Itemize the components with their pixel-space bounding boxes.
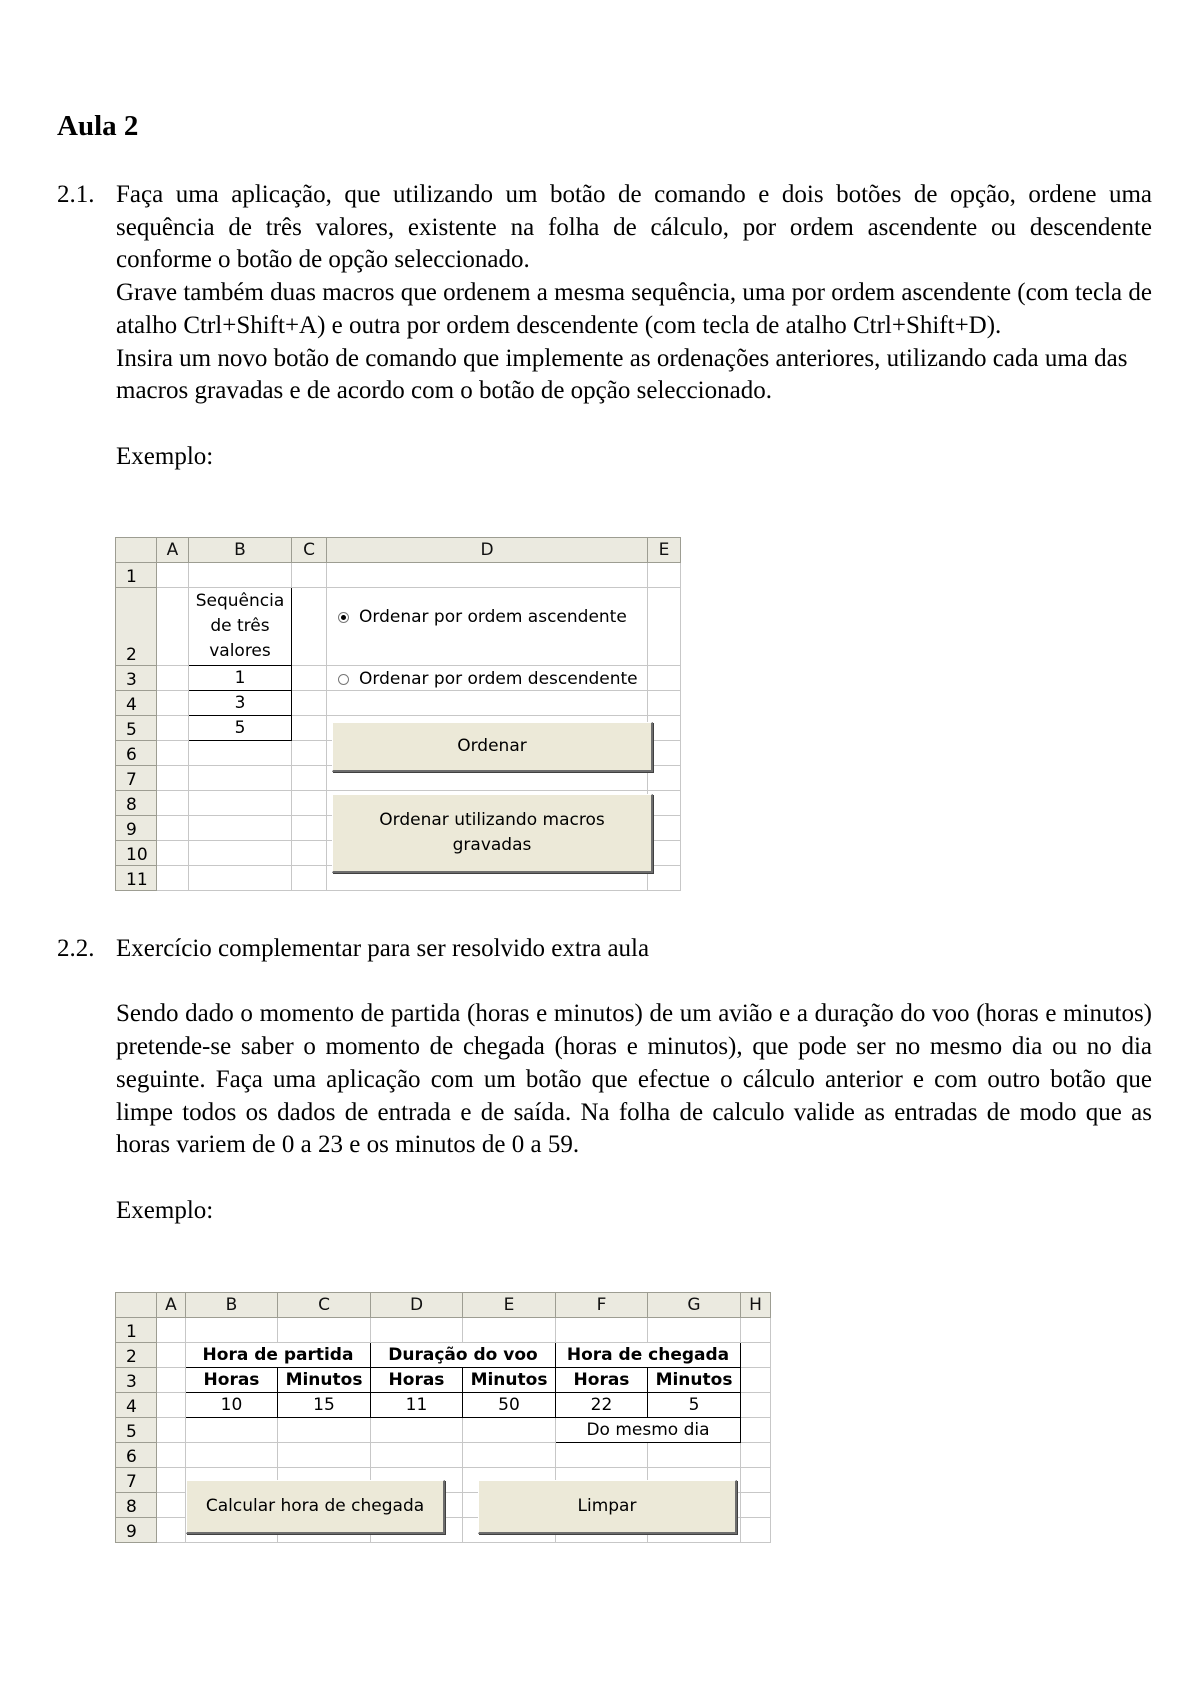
- cell[interactable]: [648, 1443, 741, 1468]
- row-header-4[interactable]: 4: [116, 691, 157, 716]
- sequence-value-cell[interactable]: 1: [189, 666, 292, 691]
- sequence-value-cell[interactable]: 3: [189, 691, 292, 716]
- cell[interactable]: [157, 1493, 186, 1518]
- row-header-7[interactable]: 7: [116, 1468, 157, 1493]
- column-header-h[interactable]: H: [741, 1293, 771, 1318]
- cell[interactable]: [741, 1518, 771, 1543]
- row-header-3[interactable]: 3: [116, 1368, 157, 1393]
- row-header-6[interactable]: 6: [116, 1443, 157, 1468]
- arrival-group-header[interactable]: Hora de chegada: [556, 1343, 741, 1368]
- cell[interactable]: [157, 841, 189, 866]
- cell[interactable]: [157, 741, 189, 766]
- cell[interactable]: [741, 1343, 771, 1368]
- sort-button[interactable]: Ordenar: [332, 722, 653, 772]
- corner-cell[interactable]: [116, 1293, 157, 1318]
- duration-group-header[interactable]: Duração do voo: [371, 1343, 556, 1368]
- cell[interactable]: [292, 791, 327, 816]
- cell[interactable]: [741, 1318, 771, 1343]
- duration-minutes-header[interactable]: Minutos: [463, 1368, 556, 1393]
- cell[interactable]: [648, 563, 681, 588]
- radio-ascending-label: Ordenar por ordem ascendente: [359, 607, 627, 627]
- column-header-e[interactable]: E: [648, 538, 681, 563]
- sequence-value-cell[interactable]: 5: [189, 716, 292, 741]
- cell[interactable]: [292, 691, 327, 716]
- cell[interactable]: [189, 841, 292, 866]
- row-header-3[interactable]: 3: [116, 666, 157, 691]
- cell[interactable]: [157, 588, 189, 666]
- cell[interactable]: [292, 741, 327, 766]
- cell[interactable]: [741, 1368, 771, 1393]
- cell[interactable]: [189, 563, 292, 588]
- cell[interactable]: [741, 1393, 771, 1418]
- cell[interactable]: [648, 1318, 741, 1343]
- cell[interactable]: [157, 1343, 186, 1368]
- row-header-1[interactable]: 1: [116, 1318, 157, 1343]
- arrival-hours-value[interactable]: 22: [556, 1393, 648, 1418]
- cell[interactable]: [157, 766, 189, 791]
- exercise-2-2-text: [116, 933, 1152, 1227]
- column-header-c[interactable]: C: [292, 538, 327, 563]
- cell[interactable]: [371, 1318, 463, 1343]
- cell[interactable]: [157, 1518, 186, 1543]
- cell[interactable]: [189, 866, 292, 891]
- row-header-9[interactable]: 9: [116, 816, 157, 841]
- exercise-2-2-paragraph: Sendo dado o momento de partida (horas e minutos) de um avião e a duração do voo (horas e minutos) pretende-se saber o momento de chegada (horas e minutos), que pode ser no mesmo dia ou no dia seguinte. Faça uma aplicação com um botão que efectue o cálculo anterior e com outro botão que limpe todos os dados de entrada e de saída. Na folha de calculo valide as entradas de modo que as horas variem de 0 a 23 e os minutos de 0 a 59.: [116, 1000, 1152, 1159]
- radio-descending-label: Ordenar por ordem descendente: [359, 669, 638, 689]
- column-header-d[interactable]: D: [371, 1293, 463, 1318]
- column-header-g[interactable]: G: [648, 1293, 741, 1318]
- cell[interactable]: [371, 1443, 463, 1468]
- page-title: Aula 2: [57, 110, 139, 142]
- cell[interactable]: [157, 1368, 186, 1393]
- cell[interactable]: [278, 1418, 371, 1443]
- cell[interactable]: [292, 716, 327, 741]
- cell[interactable]: [292, 588, 327, 666]
- cell[interactable]: [463, 1318, 556, 1343]
- cell[interactable]: [292, 866, 327, 891]
- cell[interactable]: [648, 691, 681, 716]
- sort-with-macros-button[interactable]: Ordenar utilizando macros gravadas: [332, 794, 653, 873]
- row-header-2[interactable]: 2: [116, 588, 157, 666]
- cell[interactable]: [463, 1418, 556, 1443]
- departure-hours-header[interactable]: Horas: [186, 1368, 278, 1393]
- row-header-1[interactable]: 1: [116, 563, 157, 588]
- column-header-f[interactable]: F: [556, 1293, 648, 1318]
- cell[interactable]: [292, 841, 327, 866]
- cell[interactable]: [157, 1468, 186, 1493]
- cell[interactable]: [556, 1318, 648, 1343]
- column-header-b[interactable]: B: [189, 538, 292, 563]
- exercise-2-2-example-label: Exemplo:: [116, 1196, 214, 1224]
- row-header-7[interactable]: 7: [116, 766, 157, 791]
- radio-descending[interactable]: [338, 669, 638, 689]
- row-header-5[interactable]: 5: [116, 1418, 157, 1443]
- clear-button[interactable]: Limpar: [478, 1480, 737, 1534]
- cell[interactable]: [371, 1418, 463, 1443]
- cell[interactable]: [741, 1468, 771, 1493]
- cell[interactable]: [292, 816, 327, 841]
- exercise-2-1-text: [116, 179, 1152, 473]
- arrival-day-note[interactable]: Do mesmo dia: [556, 1418, 741, 1443]
- exercise-2-2-heading: Exercício complementar para ser resolvido extra aula: [116, 935, 650, 962]
- exercise-2-1-paragraph-1: Faça uma aplicação, que utilizando um botão de comando e dois botões de opção, ordene uma sequência de três valores, existente na folha de cálculo, por ordem ascendente ou descendente conforme o botão de opção seleccionado.: [116, 181, 1152, 274]
- cell[interactable]: [292, 666, 327, 691]
- exercise-number-2-2: 2.2.: [57, 935, 95, 962]
- exercise-2-1-paragraph-2: Grave também duas macros que ordenem a mesma sequência, uma por ordem ascendente (com tecla de atalho Ctrl+Shift+A) e outra por ordem descendente (com tecla de atalho Ctrl+Shift+D).: [116, 279, 1152, 339]
- exercise-number-2-1: 2.1.: [57, 181, 95, 208]
- cell[interactable]: [157, 1393, 186, 1418]
- cell[interactable]: [186, 1443, 278, 1468]
- cell[interactable]: [292, 563, 327, 588]
- cell[interactable]: [157, 563, 189, 588]
- row-header-8[interactable]: 8: [116, 791, 157, 816]
- departure-group-header[interactable]: Hora de partida: [186, 1343, 371, 1368]
- column-header-c[interactable]: C: [278, 1293, 371, 1318]
- cell[interactable]: [648, 588, 681, 666]
- exercise-2-1-example-label: Exemplo:: [116, 442, 214, 470]
- cell[interactable]: [189, 741, 292, 766]
- cell[interactable]: [189, 816, 292, 841]
- cell[interactable]: [327, 691, 648, 716]
- duration-minutes-value[interactable]: 50: [463, 1393, 556, 1418]
- exercise-2-1-paragraph-3: Insira um novo botão de comando que implemente as ordenações anteriores, utilizando cada uma das macros gravadas e de acordo com o botão de opção seleccionado.: [116, 344, 1128, 405]
- arrival-minutes-value[interactable]: 5: [648, 1393, 741, 1418]
- cell[interactable]: [648, 666, 681, 691]
- departure-minutes-value[interactable]: 15: [278, 1393, 371, 1418]
- radio-ascending[interactable]: [338, 607, 627, 627]
- cell[interactable]: [157, 816, 189, 841]
- row-header-9[interactable]: 9: [116, 1518, 157, 1543]
- cell[interactable]: [157, 1418, 186, 1443]
- cell[interactable]: [741, 1493, 771, 1518]
- cell[interactable]: [463, 1443, 556, 1468]
- cell[interactable]: [186, 1418, 278, 1443]
- cell[interactable]: [157, 666, 189, 691]
- sequence-header-cell[interactable]: Sequência de três valores: [189, 588, 292, 666]
- cell[interactable]: [556, 1443, 648, 1468]
- cell[interactable]: [157, 691, 189, 716]
- cell[interactable]: [157, 716, 189, 741]
- cell[interactable]: [278, 1318, 371, 1343]
- arrival-hours-header[interactable]: Horas: [556, 1368, 648, 1393]
- cell[interactable]: [157, 1318, 186, 1343]
- column-header-e[interactable]: E: [463, 1293, 556, 1318]
- row-header-4[interactable]: 4: [116, 1393, 157, 1418]
- row-header-10[interactable]: 10: [116, 841, 157, 866]
- calculate-arrival-button[interactable]: Calcular hora de chegada: [186, 1480, 445, 1534]
- cell[interactable]: [327, 563, 648, 588]
- row-header-5[interactable]: 5: [116, 716, 157, 741]
- row-header-2[interactable]: 2: [116, 1343, 157, 1368]
- column-header-d[interactable]: D: [327, 538, 648, 563]
- corner-cell[interactable]: [116, 538, 157, 563]
- duration-hours-header[interactable]: Horas: [371, 1368, 463, 1393]
- arrival-minutes-header[interactable]: Minutos: [648, 1368, 741, 1393]
- cell[interactable]: [157, 1443, 186, 1468]
- cell[interactable]: [157, 866, 189, 891]
- departure-minutes-header[interactable]: Minutos: [278, 1368, 371, 1393]
- cell[interactable]: [292, 766, 327, 791]
- row-header-11[interactable]: 11: [116, 866, 157, 891]
- radio-unselected-icon[interactable]: [338, 674, 349, 685]
- radio-selected-icon[interactable]: [338, 612, 349, 623]
- cell[interactable]: [741, 1418, 771, 1443]
- column-header-a[interactable]: A: [157, 1293, 186, 1318]
- duration-hours-value[interactable]: 11: [371, 1393, 463, 1418]
- column-header-a[interactable]: A: [157, 538, 189, 563]
- cell[interactable]: [189, 766, 292, 791]
- departure-hours-value[interactable]: 10: [186, 1393, 278, 1418]
- cell[interactable]: [189, 791, 292, 816]
- cell[interactable]: [741, 1443, 771, 1468]
- row-header-6[interactable]: 6: [116, 741, 157, 766]
- cell[interactable]: [186, 1318, 278, 1343]
- column-header-b[interactable]: B: [186, 1293, 278, 1318]
- row-header-8[interactable]: 8: [116, 1493, 157, 1518]
- cell[interactable]: [278, 1443, 371, 1468]
- cell[interactable]: [157, 791, 189, 816]
